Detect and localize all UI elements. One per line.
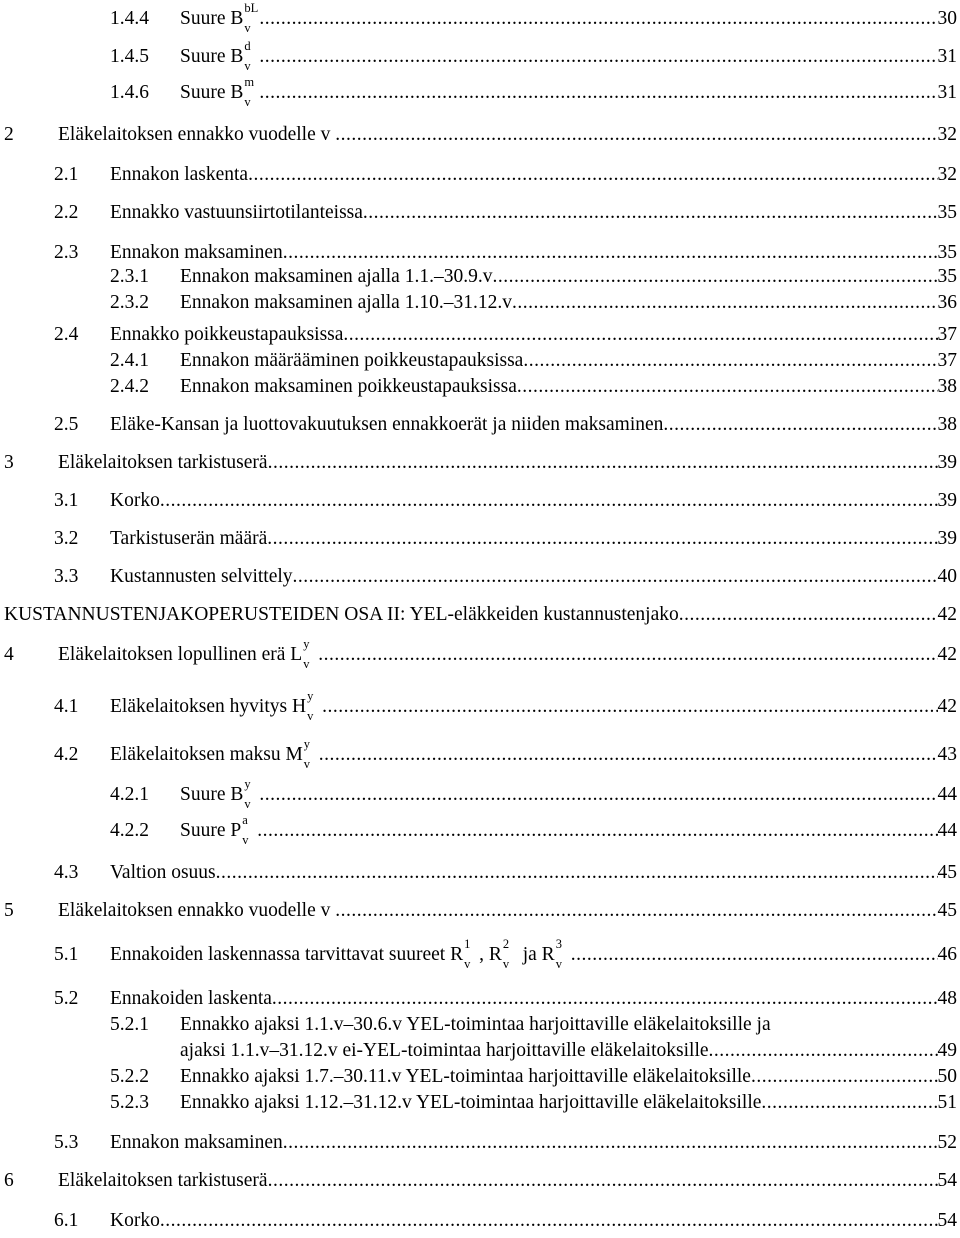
math-symbol	[230, 777, 259, 811]
symbol-base: B	[230, 784, 244, 805]
toc-entry[interactable]	[180, 1036, 957, 1062]
dot-leader	[663, 414, 937, 436]
dot-leader	[492, 266, 937, 288]
toc-entry-title	[110, 737, 319, 771]
toc-entry-number: 3	[4, 452, 14, 473]
symbol-superscript: a	[242, 813, 248, 827]
toc-entry-page-number: 45	[937, 900, 957, 921]
toc-entry[interactable]	[54, 1206, 957, 1232]
toc-entry[interactable]	[110, 75, 957, 109]
symbol-subscript: v	[244, 21, 251, 35]
toc-entry-page-number: 39	[937, 528, 957, 549]
dot-leader	[293, 566, 938, 588]
dot-leader	[268, 1170, 938, 1192]
toc-entry-title-text: Ennakoiden laskennassa tarvittavat suureet	[110, 944, 451, 965]
math-symbol	[230, 75, 259, 109]
toc-entry-title-text: Ennakko ajaksi 1.12.–31.12.v YEL-toimintaa harjoittaville eläkelaitoksille	[180, 1092, 762, 1113]
dot-leader	[709, 1040, 938, 1062]
toc-entry-number: 1.4.6	[110, 82, 149, 103]
toc-entry[interactable]	[4, 600, 957, 626]
toc-entry-title	[180, 266, 492, 288]
toc-entry-title	[110, 1132, 283, 1154]
toc-entry-title	[110, 202, 363, 224]
toc-entry-title	[110, 937, 571, 971]
toc-entry-page-number: 54	[937, 1170, 957, 1191]
toc-entry-number: 4.2.2	[110, 820, 149, 841]
toc-entry-page-number: 37	[937, 350, 957, 371]
toc-entry-number: 3.2	[54, 528, 79, 549]
toc-entry[interactable]	[4, 448, 957, 474]
toc-entry-page-number: 46	[937, 944, 957, 965]
symbol-superscript: 3	[555, 937, 562, 951]
toc-entry-title	[110, 528, 267, 550]
toc-entry-page-number: 44	[937, 784, 957, 805]
toc-entry-title-text: Eläkelaitoksen ennakko vuodelle v	[58, 900, 336, 921]
symbol-subscript: v	[464, 957, 471, 971]
math-symbol	[285, 737, 318, 771]
toc-entry-title	[180, 1, 259, 35]
dot-leader	[259, 82, 937, 104]
toc-entry-page-number: 42	[937, 604, 957, 625]
math-symbol	[230, 813, 257, 847]
toc-entry-title-text: Eläkelaitoksen hyvitys	[110, 696, 292, 717]
symbol-separator: ja	[517, 944, 542, 965]
toc-entry-page-number: 48	[937, 988, 957, 1009]
toc-entry-number: 2.3.1	[110, 266, 149, 287]
toc-entry-title-text: Eläkelaitoksen tarkistuserä	[58, 452, 268, 473]
toc-entry-title-text: Kustannusten selvittely	[110, 566, 293, 587]
symbol-superscript: y	[307, 689, 314, 703]
dot-leader	[259, 8, 937, 30]
dot-leader	[343, 324, 937, 346]
toc-entry[interactable]	[110, 262, 957, 288]
symbol-subscript: v	[303, 657, 310, 671]
dot-leader	[272, 988, 938, 1010]
toc-entry-title-text: Ennakon maksaminen	[110, 1132, 283, 1153]
symbol-superscript: y	[244, 777, 251, 791]
toc-entry-page-number: 45	[937, 862, 957, 883]
toc-entry-title-text: Suure	[180, 46, 231, 67]
toc-entry-title	[58, 124, 335, 146]
dot-leader	[259, 784, 937, 806]
toc-entry-page-number: 31	[937, 46, 957, 67]
toc-entry-title	[110, 566, 293, 588]
toc-entry-page-number: 37	[937, 324, 957, 345]
toc-entry-page-number: 42	[937, 644, 957, 665]
toc-entry-number: 5.1	[54, 944, 79, 965]
dot-leader	[571, 944, 938, 966]
toc-entry[interactable]	[110, 39, 957, 73]
toc-entry[interactable]	[110, 1, 957, 35]
math-symbol	[291, 689, 322, 723]
toc-entry-number: 3.1	[54, 490, 79, 511]
dot-leader	[363, 202, 938, 224]
toc-entry-number: 4.3	[54, 862, 79, 883]
dot-leader	[322, 696, 937, 718]
toc-entry[interactable]	[110, 346, 957, 372]
symbol-superscript: 1	[464, 937, 471, 951]
dot-leader	[283, 242, 938, 264]
dot-leader	[512, 292, 938, 314]
math-symbol	[541, 937, 571, 971]
dot-leader	[335, 900, 937, 922]
toc-entry-page-number: 31	[937, 82, 957, 103]
dot-leader	[335, 124, 937, 146]
toc-entry-number: 6.1	[54, 1210, 79, 1231]
symbol-subscript: v	[244, 59, 251, 73]
toc-entry-title	[180, 813, 257, 847]
toc-entry-page-number: 35	[937, 266, 957, 287]
toc-entry-page-number: 32	[937, 124, 957, 145]
toc-entry-number: 2.4.1	[110, 350, 149, 371]
toc-entry[interactable]	[4, 896, 957, 922]
dot-leader	[259, 46, 937, 68]
symbol-superscript: bL	[244, 1, 259, 15]
toc-entry-number: 2	[4, 124, 14, 145]
toc-entry-number: 2.2	[54, 202, 79, 223]
toc-entry-title-text: Suure	[180, 820, 231, 841]
symbol-base: B	[230, 82, 244, 103]
toc-entry[interactable]	[54, 410, 957, 436]
symbol-base: B	[230, 46, 244, 67]
toc-entry-title	[110, 988, 272, 1010]
toc-entry[interactable]	[54, 689, 957, 723]
toc-entry-page-number: 42	[937, 696, 957, 717]
toc-entry[interactable]	[54, 198, 957, 224]
toc-entry-title	[180, 777, 259, 811]
toc-entry[interactable]	[54, 320, 957, 346]
dot-leader	[160, 490, 938, 512]
toc-entry-title-text: Suure	[180, 82, 231, 103]
symbol-superscript: y	[303, 637, 310, 651]
symbol-base: M	[285, 744, 303, 765]
toc-entry[interactable]	[54, 858, 957, 884]
symbol-superscript: m	[244, 75, 255, 89]
toc-entry-title-text: Eläkelaitoksen ennakko vuodelle v	[58, 124, 336, 145]
toc-entry-title	[180, 1092, 761, 1114]
symbol-base: L	[290, 644, 303, 665]
toc-entry-title	[58, 637, 318, 671]
toc-entry-title-text: Suure	[180, 784, 231, 805]
dot-leader	[267, 528, 937, 550]
symbol-superscript: 2	[502, 937, 510, 951]
toc-entry-number: 2.3	[54, 242, 79, 263]
math-symbol	[450, 937, 479, 971]
symbol-base: B	[230, 8, 244, 29]
toc-entry-number: 6	[4, 1170, 14, 1191]
toc-entry-number: 5	[4, 900, 14, 921]
toc-entry-number: 1.4.5	[110, 46, 149, 67]
toc-entry-number: 5.2.1	[110, 1014, 149, 1035]
toc-entry-title	[110, 164, 248, 186]
toc-entry-title	[110, 324, 343, 346]
toc-entry-page-number: 35	[937, 242, 957, 263]
toc-entry-title-text: Ennakon maksaminen ajalla 1.1.–30.9.v	[180, 266, 493, 287]
toc-entry[interactable]	[54, 937, 957, 971]
dot-leader	[216, 862, 938, 884]
dot-leader	[517, 376, 938, 398]
toc-entry[interactable]	[54, 486, 957, 512]
toc-entry-number: 4.2	[54, 744, 79, 765]
toc-entry-title	[110, 414, 663, 436]
toc-entry-number: 5.2.3	[110, 1092, 149, 1113]
toc-entry[interactable]	[54, 160, 957, 186]
toc-entry[interactable]	[110, 1062, 957, 1088]
toc-entry-title	[58, 1170, 268, 1192]
toc-entry[interactable]	[110, 813, 957, 847]
toc-entry-title-text: Ennakko ajaksi 1.1.v–30.6.v YEL-toimintaa harjoittaville eläkelaitoksille ja	[180, 1014, 771, 1035]
toc-entry-title-text: Ennakko poikkeustapauksissa	[110, 324, 344, 345]
toc-entry-title-text: Ennakon maksaminen	[110, 242, 283, 263]
toc-entry-title	[58, 452, 268, 474]
toc-entry-title-text: KUSTANNUSTENJAKOPERUSTEIDEN OSA II: YEL-eläkkeiden kustannustenjako	[4, 604, 679, 625]
toc-entry[interactable]	[4, 1166, 957, 1192]
toc-entry-title	[180, 376, 517, 398]
dot-leader	[160, 1210, 938, 1232]
symbol-subscript: v	[242, 833, 249, 847]
dot-leader	[751, 1066, 938, 1088]
toc-entry-title	[180, 1040, 709, 1062]
toc-entry[interactable]	[54, 737, 957, 771]
math-symbol	[230, 39, 259, 73]
math-symbol	[290, 637, 318, 671]
toc-entry-title	[110, 689, 322, 723]
toc-entry-page-number: 36	[937, 292, 957, 313]
toc-entry-title-text: Korko	[110, 490, 160, 511]
toc-entry-number: 2.1	[54, 164, 79, 185]
dot-leader	[319, 744, 938, 766]
toc-entry-title-text: Ennakon maksaminen ajalla 1.10.–31.12.v	[180, 292, 512, 313]
toc-entry-number: 3.3	[54, 566, 79, 587]
toc-entry[interactable]	[54, 238, 957, 264]
toc-entry-page-number: 39	[937, 452, 957, 473]
symbol-superscript: y	[303, 737, 311, 751]
symbol-base: H	[291, 696, 307, 717]
dot-leader	[283, 1132, 938, 1154]
toc-entry-title	[110, 490, 160, 512]
toc-entry-page-number: 38	[937, 376, 957, 397]
toc-entry-title	[180, 39, 259, 73]
toc-entry-page-number: 52	[937, 1132, 957, 1153]
toc-entry[interactable]	[110, 372, 957, 398]
toc-entry-number: 4.2.1	[110, 784, 149, 805]
toc-entry-number: 5.3	[54, 1132, 79, 1153]
toc-entry-title	[110, 1210, 160, 1232]
toc-entry-page-number: 32	[937, 164, 957, 185]
symbol-subscript: v	[244, 797, 251, 811]
toc-entry-title-text: Suure	[180, 8, 231, 29]
toc-entry[interactable]	[54, 524, 957, 550]
toc-entry-number: 2.5	[54, 414, 79, 435]
toc-entry-page-number: 30	[937, 8, 957, 29]
toc-entry-number: 1.4.4	[110, 8, 149, 29]
symbol-base: R	[450, 944, 464, 965]
toc-entry-title-text: Ennakko vastuunsiirtotilanteissa	[110, 202, 363, 223]
symbol-subscript: v	[244, 95, 251, 109]
toc-entry-page-number: 39	[937, 490, 957, 511]
toc-entry-title-text: Eläkelaitoksen maksu	[110, 744, 286, 765]
symbol-base: R	[488, 944, 502, 965]
toc-entry-title	[180, 1014, 771, 1036]
toc-entry[interactable]	[54, 984, 957, 1010]
symbol-subscript: v	[303, 757, 311, 771]
symbol-subscript: v	[502, 957, 510, 971]
toc-entry-number: 5.2	[54, 988, 79, 1009]
toc-entry-title-text: Korko	[110, 1210, 160, 1231]
toc-entry-title-text: Eläkelaitoksen tarkistuserä	[58, 1170, 268, 1191]
symbol-subscript: v	[555, 957, 562, 971]
toc-entry-title-text: Ennakoiden laskenta	[110, 988, 272, 1009]
toc-entry-page-number: 50	[937, 1066, 957, 1087]
toc-entry-title	[180, 1066, 751, 1088]
symbol-subscript: v	[307, 709, 314, 723]
toc-entry-title-text: ajaksi 1.1.v–31.12.v ei-YEL-toimintaa harjoittaville eläkelaitoksille	[180, 1040, 709, 1061]
toc-entry-number: 5.2.2	[110, 1066, 149, 1087]
toc-entry-page-number: 51	[937, 1092, 957, 1113]
math-symbol	[230, 1, 259, 35]
toc-entry-page-number: 49	[937, 1040, 957, 1061]
toc-entry-title	[4, 604, 679, 626]
toc-entry-page-number: 40	[937, 566, 957, 587]
toc-entry-title	[180, 292, 512, 314]
toc-entry-title-text: Ennakko ajaksi 1.7.–30.11.v YEL-toimintaa harjoittaville eläkelaitoksille	[180, 1066, 751, 1087]
dot-leader	[268, 452, 938, 474]
toc-entry-number: 2.3.2	[110, 292, 149, 313]
symbol-base: P	[230, 820, 242, 841]
toc-entry-page-number: 43	[937, 744, 957, 765]
toc-entry[interactable]	[54, 1128, 957, 1154]
toc-entry-page-number: 54	[937, 1210, 957, 1231]
dot-leader	[257, 820, 937, 842]
toc-entry-number: 2.4	[54, 324, 79, 345]
toc-entry-title	[110, 242, 283, 264]
symbol-superscript: d	[244, 39, 251, 53]
toc-entry[interactable]	[110, 777, 957, 811]
toc-entry-page-number: 35	[937, 202, 957, 223]
symbol-separator: ,	[479, 944, 489, 965]
toc-entry[interactable]	[54, 562, 957, 588]
toc-entry-number: 4.1	[54, 696, 79, 717]
dot-leader	[523, 350, 937, 372]
toc-entry-title-text: Eläke-Kansan ja luottovakuutuksen ennakkoerät ja niiden maksaminen	[110, 414, 664, 435]
dot-leader	[248, 164, 937, 186]
toc-entry-title-text: Ennakon määrääminen poikkeustapauksissa	[180, 350, 524, 371]
toc-entry-title-text: Eläkelaitoksen lopullinen erä	[58, 644, 291, 665]
toc-entry-title-text: Ennakon laskenta	[110, 164, 249, 185]
toc-entry-title	[180, 350, 523, 372]
toc-entry-title	[110, 862, 216, 884]
toc-entry[interactable]	[4, 120, 957, 146]
toc-entry-title-text: Ennakon maksaminen poikkeustapauksissa	[180, 376, 517, 397]
toc-entry[interactable]	[110, 1010, 771, 1036]
toc-entry-title	[58, 900, 335, 922]
toc-entry-title	[180, 75, 259, 109]
toc-entry[interactable]	[110, 1088, 957, 1114]
toc-entry-number: 4	[4, 644, 14, 665]
symbol-base: R	[541, 944, 555, 965]
math-symbol	[488, 937, 518, 971]
dot-leader	[761, 1092, 937, 1114]
toc-entry-page-number: 44	[937, 820, 957, 841]
toc-entry-title-text: Tarkistuserän määrä	[110, 528, 268, 549]
toc-entry[interactable]	[110, 288, 957, 314]
toc-entry-number: 2.4.2	[110, 376, 149, 397]
toc-entry-page-number: 38	[937, 414, 957, 435]
dot-leader	[679, 604, 938, 626]
toc-entry[interactable]	[4, 637, 957, 671]
toc-entry-title-text: Valtion osuus	[110, 862, 216, 883]
dot-leader	[318, 644, 937, 666]
